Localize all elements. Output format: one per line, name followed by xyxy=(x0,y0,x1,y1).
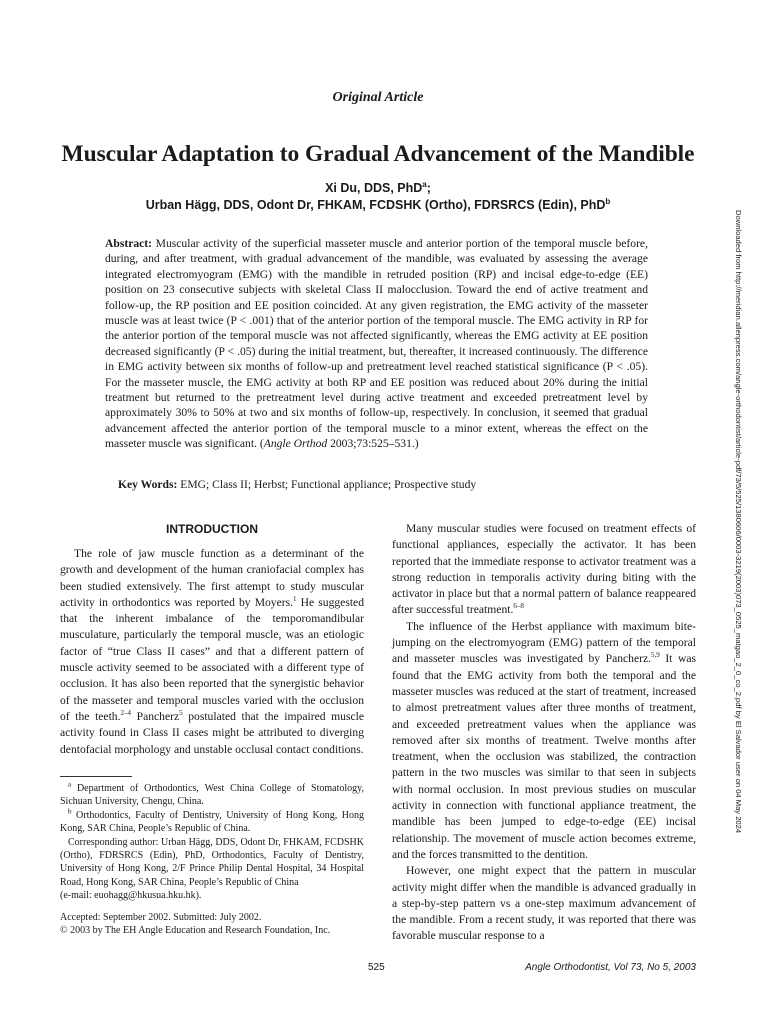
author-list xyxy=(0,180,756,214)
abstract-citation-journal: Angle Orthod xyxy=(263,437,328,451)
footnote-text: Department of Orthodontics, West China College of Stomatology, Sichuan University, Chengu, China. xyxy=(60,783,364,808)
author-line-2 xyxy=(0,197,756,214)
column-right xyxy=(392,521,696,945)
right-paragraph-1 xyxy=(392,521,696,619)
abstract xyxy=(105,236,648,452)
introduction-paragraph-1 xyxy=(60,546,364,758)
footnote-affiliation-a xyxy=(60,782,364,809)
download-watermark-text: Downloaded from http://meridian.allenpress.com/angle-orthodontist/article-pdf/73/5/525/1380606/0003-3219(2003)073_0525_matgao_2_0_co_2.pdf by El Salvador user on 04 May 2024 xyxy=(734,210,743,834)
journal-citation: Angle Orthodontist, Vol 73, No 5, 2003 xyxy=(525,962,696,973)
footnote-mark: b xyxy=(68,807,72,816)
footnotes xyxy=(60,782,364,937)
footnote-email[interactable]: (e-mail: euohagg@hkusua.hku.hk). xyxy=(60,890,202,902)
footnote-affiliation-b xyxy=(60,809,364,836)
footnote-text: Orthodontics, Faculty of Dentistry, University of Hong Kong, Hong Kong, SAR China, People’s Republic of China. xyxy=(60,809,364,835)
author-line-1 xyxy=(0,180,756,197)
article-title: Muscular Adaptation to Gradual Advancement of the Mandible xyxy=(61,141,695,167)
author-1-affiliation-mark: a xyxy=(422,179,427,189)
keywords xyxy=(118,477,648,492)
reference-mark: 6–8 xyxy=(513,602,524,611)
paragraph-text: He suggested that the inherent imbalance of the temporomandibular musculature, particularly the temporal muscle, was an etiologic factor of “true Class II cases” and that a different pattern of muscle activity seemed to be associated with a different type of occlusion. It has also been reported that the synergistic behavior of the masseter and temporal muscles varied with the occlusion of the teeth. xyxy=(60,595,364,723)
paragraph-text: The role of jaw muscle function as a determinant of the growth and development of the human craniofacial complex has been studied extensively. The first attempt to study muscular activity in orthodontics was reported by Moyers. xyxy=(60,547,364,609)
introduction-heading: INTRODUCTION xyxy=(166,522,258,536)
author-2: Urban Hägg, DDS, Odont Dr, FHKAM, FCDSHK (Ortho), FDRSRCS (Edin), PhD xyxy=(145,198,606,212)
footnote-dates: Accepted: September 2002. Submitted: July 2002. xyxy=(60,911,262,923)
author-1: Xi Du, DDS, PhD xyxy=(325,181,423,195)
page-number: 525 xyxy=(368,962,385,973)
keywords-label: Key Words: xyxy=(118,478,178,491)
abstract-text: Muscular activity of the superficial masseter muscle and anterior portion of the temporal muscle before, during, and after treatment, with gradual advancement of the mandible, was evaluated by assessing the average integrated electromyogram (EMG) with the mandible in retruded position (RP) and incisal edge-to-edge (EE) position on 23 consecutive subjects with skeletal Class II malocclusion. Toward the end of active treatment and follow-up, the RP position and EE position coincided. At any given registration, the EMG activity of the masseter muscle was at least twice (P < .001) that of the anterior portion of the temporal muscle. The EMG activity in RP for the anterior portion of the temporal muscle was not affected significantly, whereas the EMG activity at EE position decreased significantly (P < .05) during the initial treatment, but, thereafter, it increased continuously. The difference in EMG activity between six months of follow-up and pretreatment level reached statistical significance (P < .05). For the masseter muscle, the EMG activity at both RP and EE position was reduced about 20% during the initial treatment but returned to the pretreatment level during active treatment and exceeded pretreatment level by approximately 30% to 50% at two and six months of follow-up, respectively. In conclusion, it seemed that gradual advancement affected the anterior portion of the temporal muscle to a minor extent, whereas the effect on the masseter muscle was significant. ( xyxy=(105,237,648,451)
section-label: Original Article xyxy=(332,90,424,105)
paragraph-text: The influence of the Herbst appliance with maximum bite-jumping on the electromyogram (EMG) pattern of the temporal and masseter muscles was investigated by Pancherz. xyxy=(392,619,696,666)
footnote-mark: a xyxy=(68,780,72,789)
paragraph-text: Many muscular studies were focused on treatment effects of functional appliances, especially the activator. It has been reported that the immediate response to activator treatment was a strong reduction in temporalis activity during biting with the activator in place but that a normal pattern of balance reappeared after successful treatment. xyxy=(392,522,696,617)
author-separator: ; xyxy=(426,181,431,195)
reference-mark: 2–4 xyxy=(120,709,131,718)
paragraph-text: It was found that the EMG activity from both the temporal and the masseter muscles was reduced at the start of treatment, increased to almost pretreatment values after three months of treatment, and exceeded pretreatment values when the appliance was removed after six months of treatment. Twelve months after treatment, when the occlusion was stabilized, the contraction pattern in the two muscles was similar to that seen in subjects with normal occlusion. In most previous studies on muscular activity in connection with functional appliance treatment, the mandible has been jumped to edge-to-edge (EE) incisal relationship. The movement of muscle action becomes extreme, and the forces transmitted to the dentition. xyxy=(392,652,696,861)
right-paragraph-3: However, one might expect that the pattern in muscular activity might differ when the mandible is advanced gradually in a step-by-step pattern vs a one-step maximum advancement of the mandible. From a recent study, it was reported that there was favorable muscular response to a xyxy=(392,864,696,943)
abstract-label: Abstract: xyxy=(105,237,153,250)
reference-mark: 5,9 xyxy=(651,651,660,660)
abstract-citation-volume: 2003;73:525–531.) xyxy=(327,437,419,451)
footnote-divider xyxy=(60,776,132,777)
paragraph-text: postulated that the impaired muscle activity found in Class II cases might be attributed to diverging dentofacial morphology and unstable occlusal contact conditions. xyxy=(60,709,364,756)
reference-mark: 5 xyxy=(179,709,183,718)
footnote-spacer xyxy=(60,903,364,911)
reference-mark: 1 xyxy=(293,595,297,604)
keywords-text: EMG; Class II; Herbst; Functional appliance; Prospective study xyxy=(180,478,477,491)
footnote-copyright: © 2003 by The EH Angle Education and Research Foundation, Inc. xyxy=(60,925,331,937)
download-watermark xyxy=(732,210,744,850)
footnote-corresponding-author: Corresponding author: Urban Hägg, DDS, Odont Dr, FHKAM, FCDSHK (Ortho), FDRSRCS (Edin), PhD, Orthodontics, Faculty of Dentistry, University of Hong Kong, 2/F Prince Philip Dental Hospital, 34 Hospital Road, Hong Kong, SAR China, People’s Republic of China xyxy=(60,836,364,888)
column-left xyxy=(60,521,364,758)
paragraph-text: Pancherz xyxy=(131,709,180,723)
right-paragraph-2 xyxy=(392,619,696,863)
author-2-affiliation-mark: b xyxy=(605,196,611,206)
